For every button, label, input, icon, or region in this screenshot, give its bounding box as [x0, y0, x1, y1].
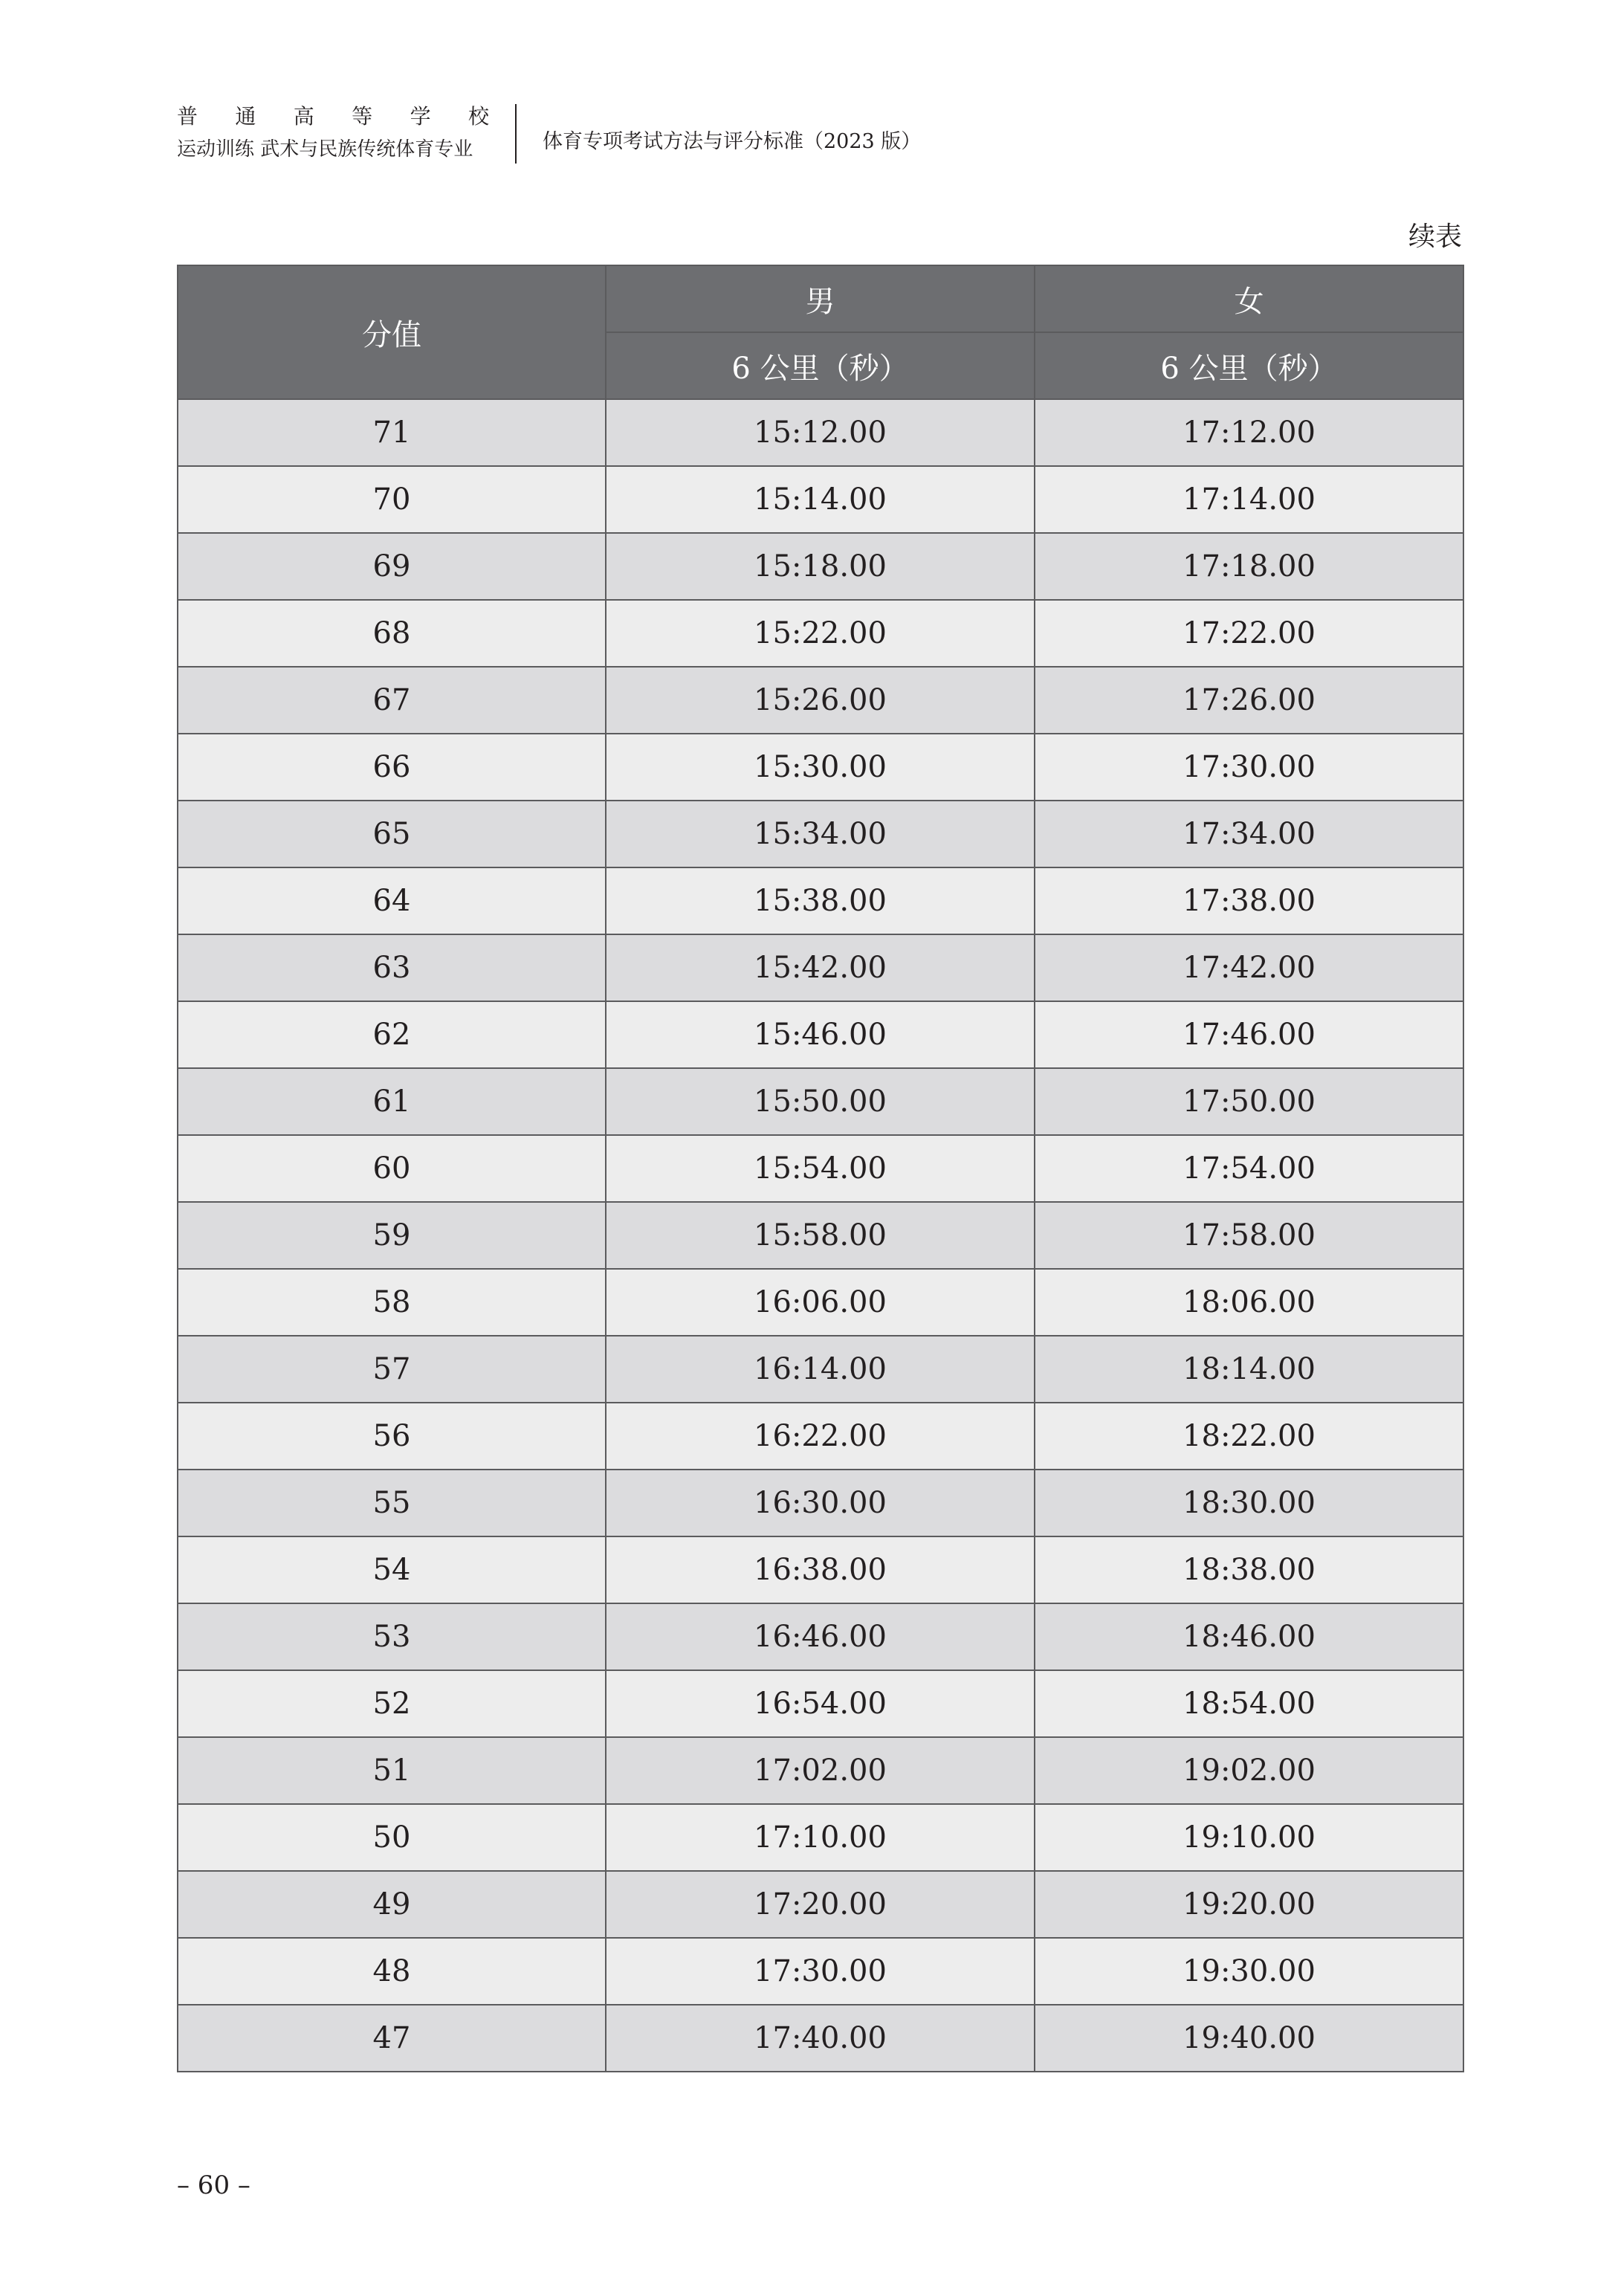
table-row	[178, 1403, 1463, 1470]
female-time-cell: 18:22.00	[1035, 1403, 1463, 1470]
female-time-cell: 17:30.00	[1035, 734, 1463, 801]
table-row	[178, 1938, 1463, 2005]
male-time-cell: 15:22.00	[606, 600, 1035, 667]
page-number: – 60 –	[177, 2171, 250, 2200]
female-time-cell: 17:12.00	[1035, 399, 1463, 466]
score-cell: 61	[178, 1068, 606, 1135]
score-table	[177, 265, 1464, 2072]
male-time-cell: 15:12.00	[606, 399, 1035, 466]
score-cell: 62	[178, 1001, 606, 1068]
table-row	[178, 1670, 1463, 1737]
table-row	[178, 1804, 1463, 1871]
female-time-cell: 19:02.00	[1035, 1737, 1463, 1804]
table-row	[178, 1135, 1463, 1202]
male-header: 男	[606, 265, 1035, 332]
male-time-cell: 15:26.00	[606, 667, 1035, 734]
score-cell: 70	[178, 466, 606, 533]
table-row	[178, 734, 1463, 801]
female-time-cell: 19:10.00	[1035, 1804, 1463, 1871]
table-row	[178, 600, 1463, 667]
score-cell: 52	[178, 1670, 606, 1737]
score-cell: 55	[178, 1470, 606, 1536]
female-time-cell: 19:30.00	[1035, 1938, 1463, 2005]
score-cell: 53	[178, 1603, 606, 1670]
score-cell: 49	[178, 1871, 606, 1938]
male-time-cell: 15:18.00	[606, 533, 1035, 600]
table-row	[178, 533, 1463, 600]
score-cell: 64	[178, 867, 606, 934]
score-cell: 71	[178, 399, 606, 466]
score-cell: 51	[178, 1737, 606, 1804]
header-row	[178, 265, 1463, 332]
female-time-cell: 17:26.00	[1035, 667, 1463, 734]
female-time-cell: 18:38.00	[1035, 1536, 1463, 1603]
score-cell: 57	[178, 1336, 606, 1403]
table-row	[178, 1269, 1463, 1336]
female-header: 女	[1035, 265, 1463, 332]
table-head	[178, 265, 1463, 399]
female-time-cell: 18:46.00	[1035, 1603, 1463, 1670]
table-row	[178, 1737, 1463, 1804]
score-cell: 69	[178, 533, 606, 600]
male-time-cell: 16:46.00	[606, 1603, 1035, 1670]
male-time-cell: 15:46.00	[606, 1001, 1035, 1068]
male-time-cell: 16:30.00	[606, 1470, 1035, 1536]
table-row	[178, 1001, 1463, 1068]
female-time-cell: 17:14.00	[1035, 466, 1463, 533]
score-cell: 54	[178, 1536, 606, 1603]
table-row	[178, 399, 1463, 466]
score-table-container	[177, 265, 1463, 2072]
female-time-cell: 17:18.00	[1035, 533, 1463, 600]
female-time-cell: 17:50.00	[1035, 1068, 1463, 1135]
school-char: 校	[468, 104, 489, 129]
female-time-cell: 18:14.00	[1035, 1336, 1463, 1403]
score-cell: 65	[178, 801, 606, 867]
male-time-cell: 16:14.00	[606, 1336, 1035, 1403]
table-row	[178, 1068, 1463, 1135]
table-row	[178, 934, 1463, 1001]
score-cell: 67	[178, 667, 606, 734]
score-cell: 68	[178, 600, 606, 667]
female-time-cell: 18:54.00	[1035, 1670, 1463, 1737]
score-header: 分值	[178, 265, 606, 399]
male-time-cell: 15:14.00	[606, 466, 1035, 533]
school-char: 学	[410, 104, 431, 129]
table-row	[178, 867, 1463, 934]
book-title: 体育专项考试方法与评分标准（2023 版）	[543, 130, 922, 153]
table-row	[178, 1336, 1463, 1403]
male-time-cell: 15:30.00	[606, 734, 1035, 801]
female-event-header: 6 公里（秒）	[1035, 332, 1463, 399]
school-char: 高	[293, 104, 314, 129]
score-cell: 47	[178, 2005, 606, 2072]
male-time-cell: 15:38.00	[606, 867, 1035, 934]
female-time-cell: 17:38.00	[1035, 867, 1463, 934]
score-cell: 63	[178, 934, 606, 1001]
table-row	[178, 2005, 1463, 2072]
table-row	[178, 1871, 1463, 1938]
female-time-cell: 19:40.00	[1035, 2005, 1463, 2072]
continuation-label: 续表	[1408, 222, 1462, 252]
male-time-cell: 16:22.00	[606, 1403, 1035, 1470]
school-char: 通	[235, 104, 256, 129]
score-cell: 59	[178, 1202, 606, 1269]
female-time-cell: 17:22.00	[1035, 600, 1463, 667]
table-row	[178, 801, 1463, 867]
male-time-cell: 17:10.00	[606, 1804, 1035, 1871]
score-cell: 50	[178, 1804, 606, 1871]
header-divider	[515, 104, 517, 164]
male-time-cell: 16:06.00	[606, 1269, 1035, 1336]
school-char: 等	[352, 104, 373, 129]
score-cell: 58	[178, 1269, 606, 1336]
score-cell: 60	[178, 1135, 606, 1202]
male-time-cell: 16:54.00	[606, 1670, 1035, 1737]
female-time-cell: 17:34.00	[1035, 801, 1463, 867]
score-cell: 56	[178, 1403, 606, 1470]
male-time-cell: 17:02.00	[606, 1737, 1035, 1804]
female-time-cell: 17:46.00	[1035, 1001, 1463, 1068]
header-left	[177, 104, 489, 164]
table-row	[178, 667, 1463, 734]
major-name: 运动训练 武术与民族传统体育专业	[177, 138, 473, 161]
male-time-cell: 17:30.00	[606, 1938, 1035, 2005]
table-row	[178, 1202, 1463, 1269]
male-time-cell: 15:54.00	[606, 1135, 1035, 1202]
female-time-cell: 18:30.00	[1035, 1470, 1463, 1536]
female-time-cell: 18:06.00	[1035, 1269, 1463, 1336]
female-time-cell: 17:42.00	[1035, 934, 1463, 1001]
score-cell: 66	[178, 734, 606, 801]
male-time-cell: 15:42.00	[606, 934, 1035, 1001]
table-body	[178, 399, 1463, 2072]
table-row	[178, 466, 1463, 533]
male-time-cell: 17:20.00	[606, 1871, 1035, 1938]
male-time-cell: 15:58.00	[606, 1202, 1035, 1269]
female-time-cell: 19:20.00	[1035, 1871, 1463, 1938]
table-row	[178, 1470, 1463, 1536]
male-time-cell: 15:50.00	[606, 1068, 1035, 1135]
male-event-header: 6 公里（秒）	[606, 332, 1035, 399]
school-name	[177, 104, 489, 129]
school-char: 普	[177, 104, 198, 129]
male-time-cell: 17:40.00	[606, 2005, 1035, 2072]
female-time-cell: 17:58.00	[1035, 1202, 1463, 1269]
female-time-cell: 17:54.00	[1035, 1135, 1463, 1202]
male-time-cell: 16:38.00	[606, 1536, 1035, 1603]
score-cell: 48	[178, 1938, 606, 2005]
male-time-cell: 15:34.00	[606, 801, 1035, 867]
table-row	[178, 1536, 1463, 1603]
table-row	[178, 1603, 1463, 1670]
